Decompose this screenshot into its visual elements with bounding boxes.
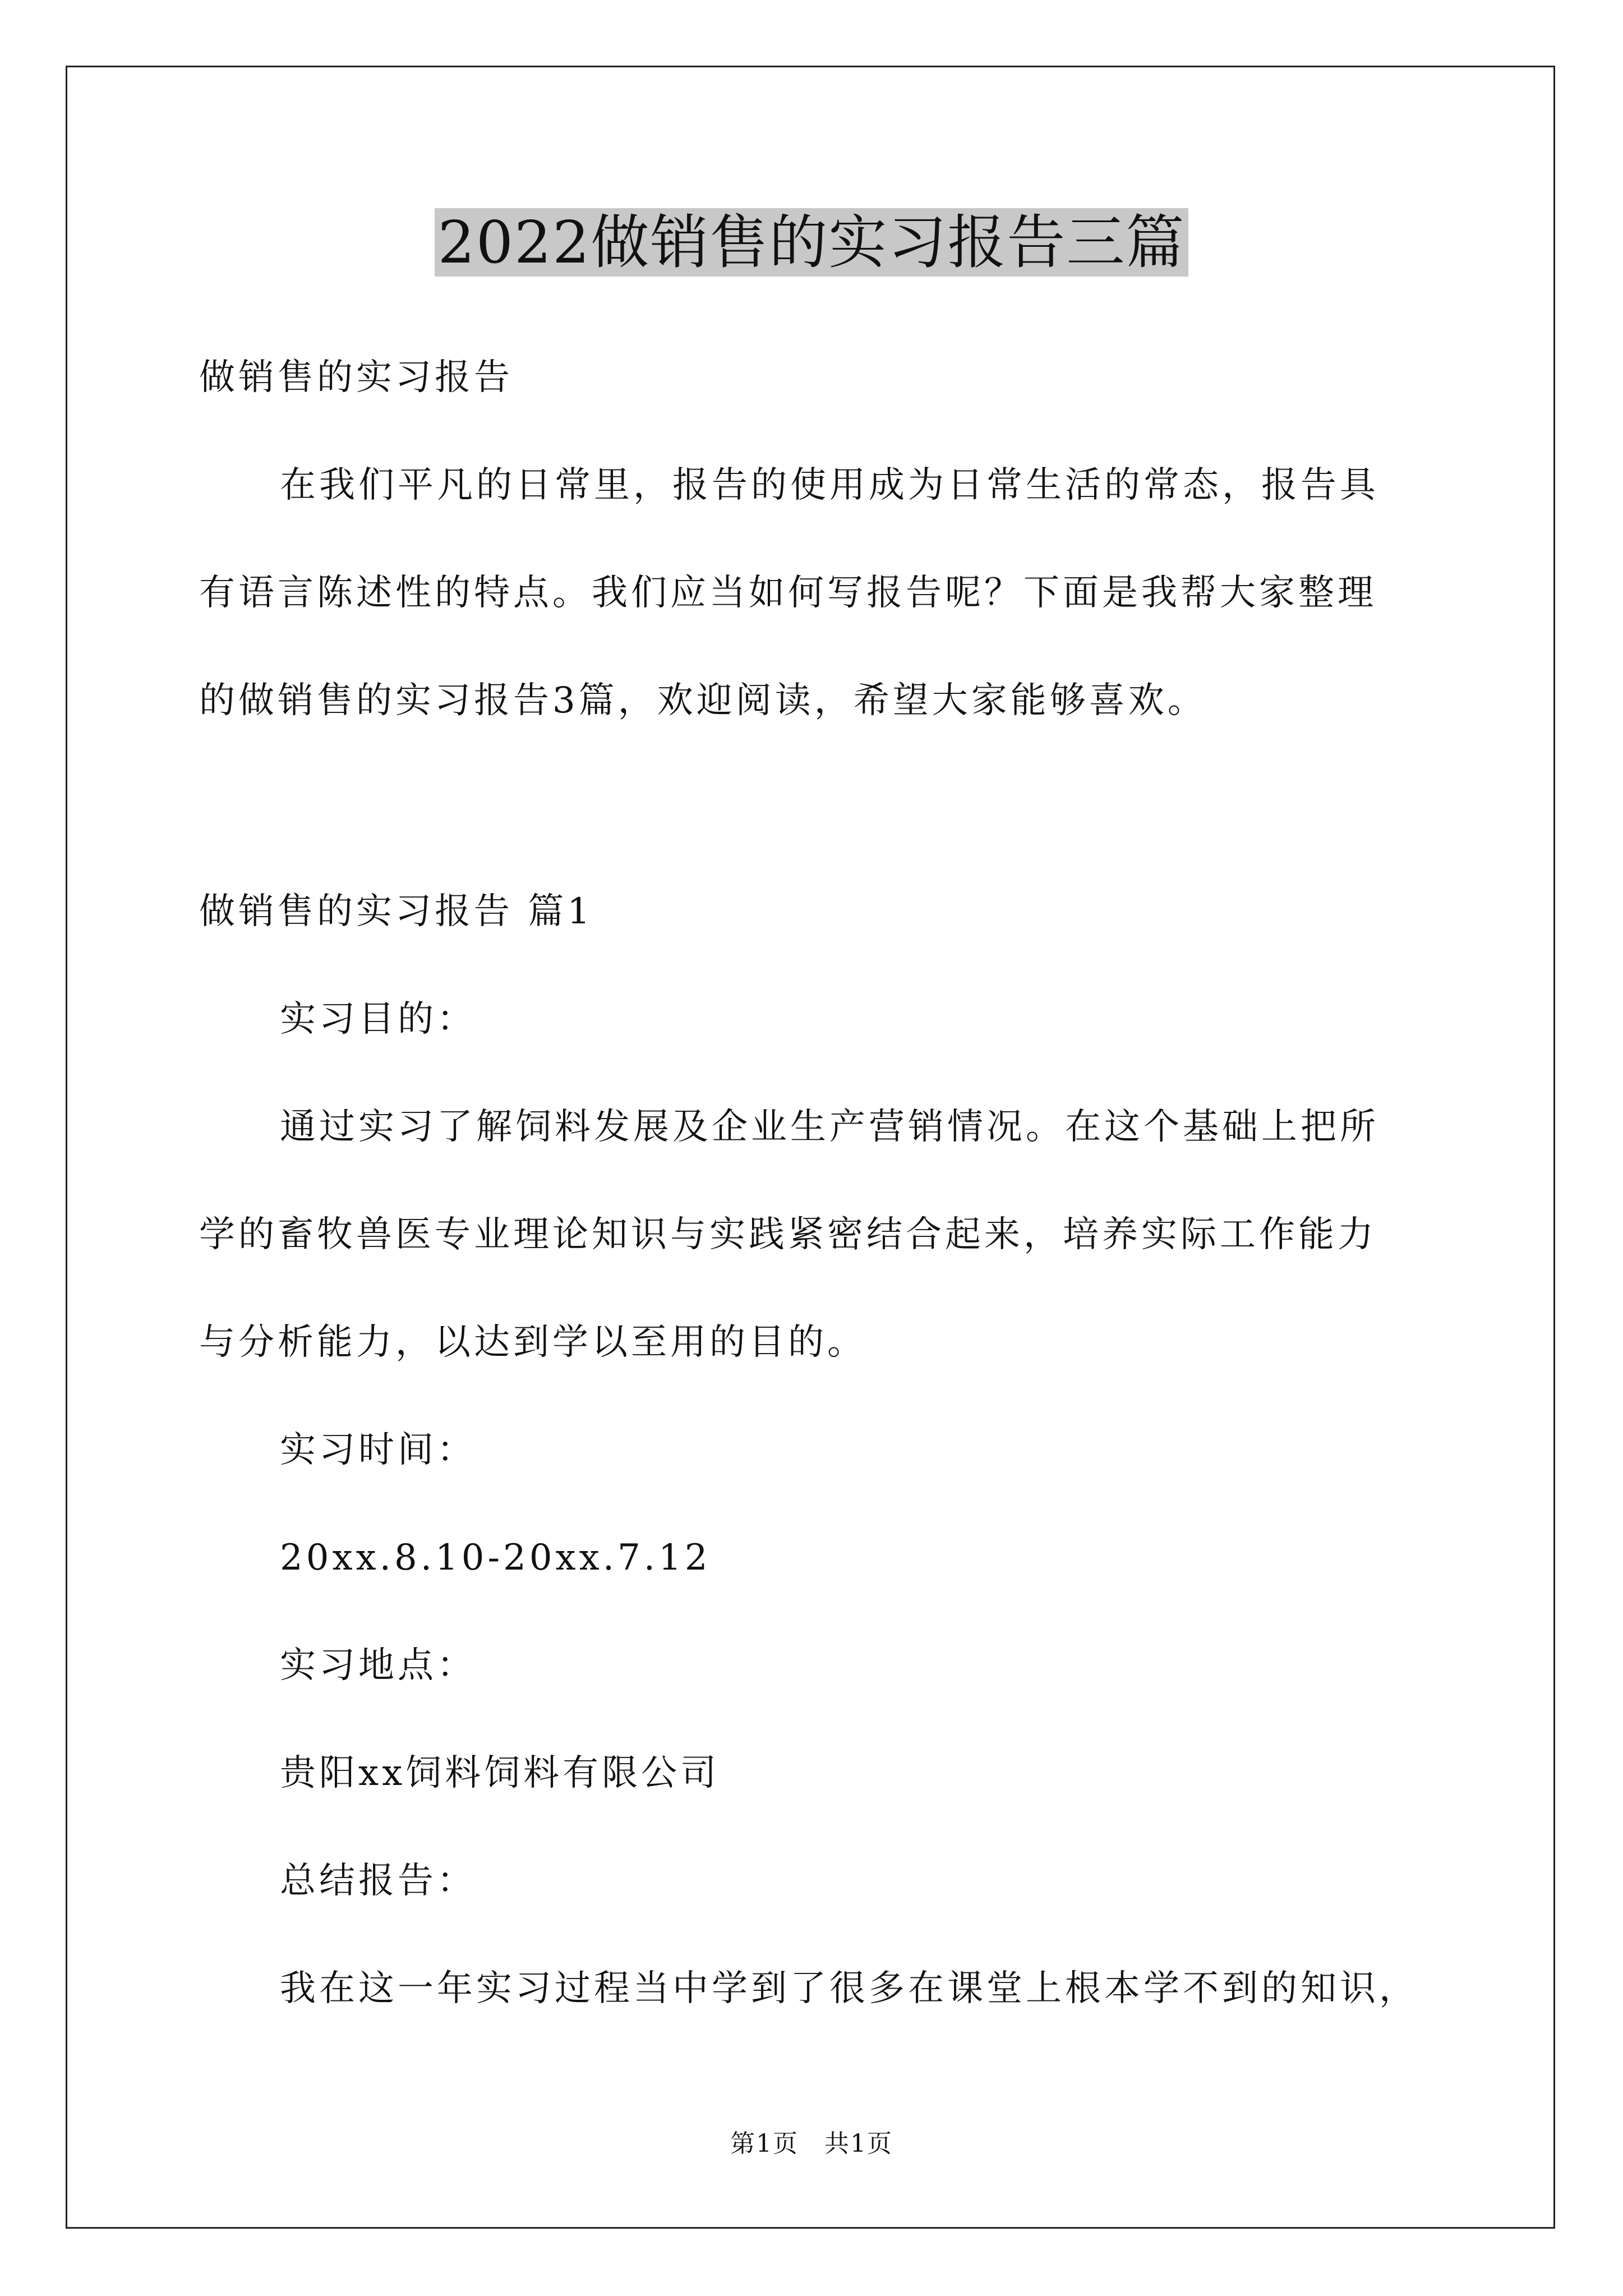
time-label: 实习时间：	[280, 1429, 476, 1471]
document-title	[0, 203, 1623, 282]
document-subtitle: 做销售的实习报告	[199, 357, 513, 398]
intro-line-1: 在我们平凡的日常里，报告的使用成为日常生活的常态，报告具	[280, 464, 1379, 506]
place-label: 实习地点：	[280, 1645, 476, 1686]
purpose-line-3: 与分析能力，以达到学以至用的目的。	[199, 1322, 866, 1363]
document-title-text: 2022做销售的实习报告三篇	[435, 208, 1189, 277]
time-value: 20xx.8.10-20xx.7.12	[280, 1537, 711, 1579]
purpose-line-1: 通过实习了解饲料发展及企业生产营销情况。在这个基础上把所	[280, 1106, 1379, 1148]
intro-line-3: 的做销售的实习报告3篇，欢迎阅读，希望大家能够喜欢。	[199, 680, 1207, 721]
intro-line-2: 有语言陈述性的特点。我们应当如何写报告呢？下面是我帮大家整理	[199, 572, 1377, 614]
purpose-label: 实习目的：	[280, 999, 476, 1040]
place-value: 贵阳xx饲料饲料有限公司	[280, 1752, 720, 1794]
section-heading: 做销售的实习报告 篇1	[199, 891, 594, 932]
purpose-line-2: 学的畜牧兽医专业理论知识与实践紧密结合起来，培养实际工作能力	[199, 1214, 1377, 1255]
summary-label: 总结报告：	[280, 1860, 476, 1902]
summary-line-1: 我在这一年实习过程当中学到了很多在课堂上根本学不到的知识，	[280, 1968, 1418, 2009]
page-footer: 第1页 共1页	[730, 2129, 893, 2158]
